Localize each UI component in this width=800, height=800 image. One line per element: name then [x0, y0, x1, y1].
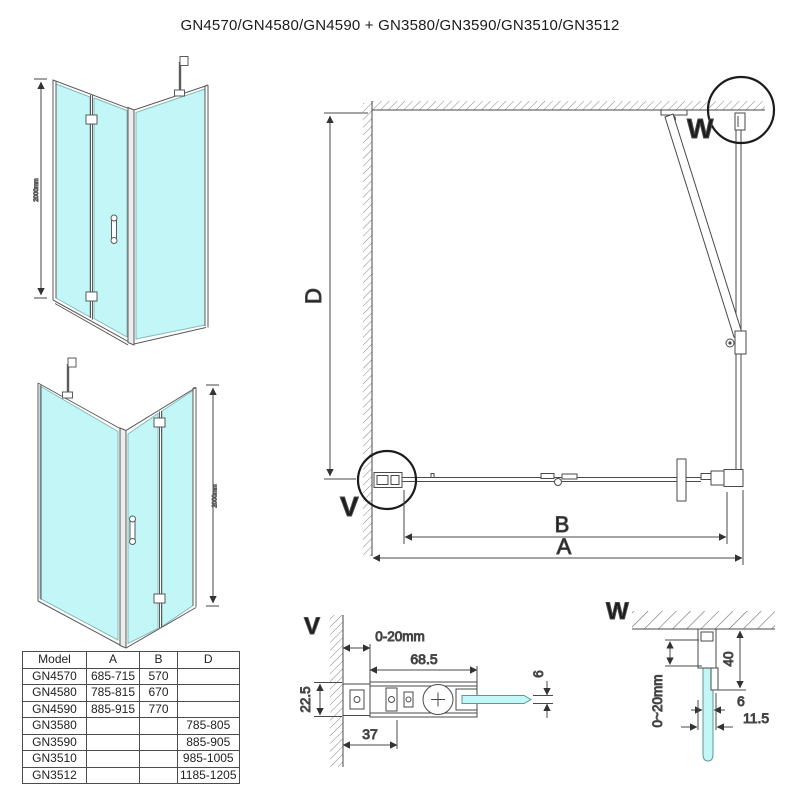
- dim-label-bracket-height: 40: [721, 651, 736, 667]
- detail-marker-w: W: [687, 113, 714, 144]
- handle-knob: [130, 539, 136, 545]
- table-cell: 785-805: [178, 718, 240, 735]
- dim-label-profile-depth: 22.5: [298, 686, 313, 713]
- dim-label-glass-thickness: 6: [737, 693, 745, 709]
- table-cell: GN4580: [23, 685, 87, 702]
- spec-table-body: [23, 668, 240, 784]
- column-header-model: Model: [23, 652, 87, 669]
- corner-post: [724, 470, 743, 487]
- table-row: [23, 685, 240, 702]
- handle-knob: [111, 215, 117, 221]
- wall-hatching: [330, 615, 343, 767]
- brace-wall-plate: [661, 110, 687, 115]
- corner-post: [120, 428, 126, 648]
- panel-top-bracket: [735, 113, 745, 130]
- door-glass-panel: [56, 84, 90, 317]
- door-handle: [677, 459, 686, 501]
- door-glass-panel: [162, 391, 193, 627]
- table-cell: [87, 734, 140, 751]
- table-cell: [87, 767, 140, 784]
- support-bar-foot: [175, 90, 185, 96]
- column-header-a: A: [87, 652, 140, 669]
- table-row: [23, 734, 240, 751]
- table-cell: GN3590: [23, 734, 87, 751]
- table-cell: 785-815: [87, 685, 140, 702]
- table-cell: 985-1005: [178, 751, 240, 768]
- brace-panel-bracket: [735, 331, 746, 354]
- table-cell: 885-915: [87, 701, 140, 718]
- table-cell: GN3510: [23, 751, 87, 768]
- support-brace: [665, 114, 742, 337]
- detail-marker-v: V: [340, 491, 359, 522]
- table-row: [23, 767, 240, 784]
- dim-label-wall-gap: 0-20mm: [375, 629, 425, 644]
- door-latch: [701, 474, 711, 480]
- corner-post: [128, 108, 134, 346]
- side-glass-panel: [40, 386, 118, 640]
- support-bar-bracket: [68, 358, 76, 367]
- dim-label-height-adjustment: 0~20mm: [650, 674, 665, 728]
- dim-label-profile-width: 11.5: [743, 710, 770, 726]
- detail-title-v: V: [304, 613, 321, 640]
- iso-view-back: [38, 358, 219, 648]
- fold-hinge: [541, 474, 554, 479]
- table-cell: GN3580: [23, 718, 87, 735]
- table-row: [23, 701, 240, 718]
- table-cell: 670: [140, 685, 178, 702]
- table-cell: 570: [140, 668, 178, 685]
- table-cell: 685-715: [87, 668, 140, 685]
- ceiling-hatching: [632, 611, 775, 629]
- spec-table: [22, 651, 240, 784]
- dim-label-glass-thickness: 6: [531, 670, 546, 678]
- table-cell: [178, 701, 240, 718]
- table-cell: 770: [140, 701, 178, 718]
- hinge: [86, 115, 97, 124]
- table-header-row: [23, 652, 240, 669]
- support-bar-foot: [63, 392, 73, 398]
- door-glass-panel: [94, 98, 127, 337]
- table-cell: [178, 668, 240, 685]
- hinge: [154, 418, 165, 427]
- dim-label-height: 2000mm: [34, 178, 40, 202]
- column-header-d: D: [178, 652, 240, 669]
- table-row: [23, 751, 240, 768]
- side-glass-panel: [136, 89, 205, 339]
- table-cell: 1185-1205: [178, 767, 240, 784]
- table-cell: [178, 685, 240, 702]
- detail-title-w: W: [606, 598, 629, 625]
- glass-pane: [462, 696, 531, 704]
- plan-view: [301, 77, 774, 565]
- detail-v-view: [298, 613, 553, 767]
- table-cell: GN4570: [23, 668, 87, 685]
- dim-label-b: B: [554, 512, 570, 537]
- support-bar-bracket: [180, 57, 188, 66]
- detail-w-view: [606, 598, 775, 761]
- table-cell: [140, 767, 178, 784]
- wall-hatching-top: [372, 101, 765, 110]
- column-header-b: B: [140, 652, 178, 669]
- table-cell: GN3512: [23, 767, 87, 784]
- table-cell: [140, 718, 178, 735]
- hinge: [86, 292, 97, 301]
- dim-label-height: 2000mm: [212, 484, 219, 508]
- dim-label-d: D: [301, 288, 326, 304]
- table-row: [23, 718, 240, 735]
- handle-knob: [130, 516, 136, 522]
- table-cell: [140, 734, 178, 751]
- table-row: [23, 668, 240, 685]
- table-cell: [87, 751, 140, 768]
- table-cell: GN4590: [23, 701, 87, 718]
- glass-clamp: [711, 668, 718, 690]
- dim-label-a: A: [556, 534, 572, 559]
- hinge: [154, 594, 165, 603]
- wall-hatching-left: [363, 103, 372, 556]
- iso-view-front: [34, 57, 208, 346]
- table-cell: [140, 751, 178, 768]
- page-title: GN4570/GN4580/GN4590 + GN3580/GN3590/GN3510/GN3512: [180, 17, 620, 34]
- table-cell: [87, 718, 140, 735]
- handle-knob: [111, 238, 117, 244]
- table-cell: 885-905: [178, 734, 240, 751]
- dim-label-profile-width: 68.5: [410, 651, 438, 667]
- dim-label-wall-offset: 37: [362, 726, 378, 742]
